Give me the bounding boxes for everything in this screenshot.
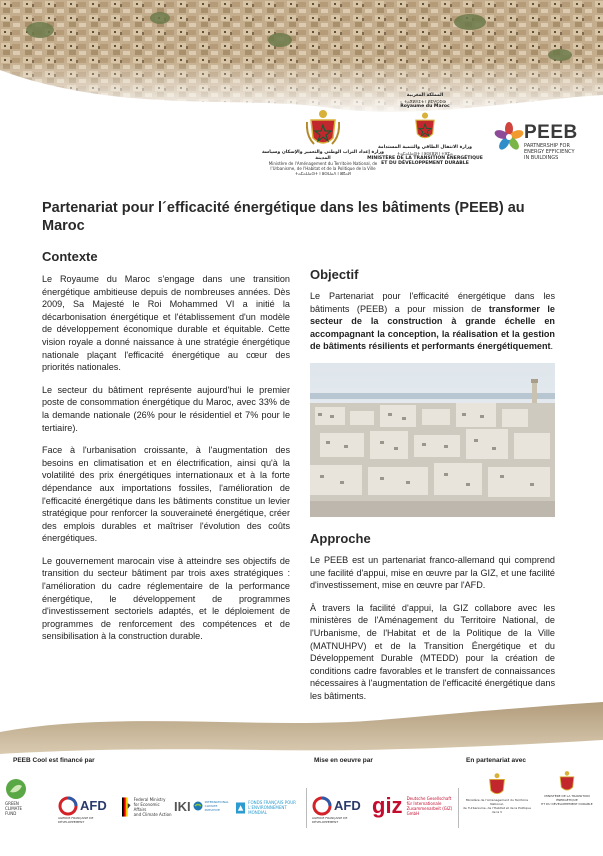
gcf-text-3: FUND [5,811,17,816]
bmwk-logo [122,797,172,817]
gcf-logo [5,778,35,816]
logo1-amazigh: ⵜⴰⵎⴰⵡⴰⵙⵜ ⵏ ⵓⵙⵡⴰⴷ ⵏ ⵓⴽⴰⵍ [295,171,351,177]
afd-name: AFD [334,798,361,813]
afd-logo-implementation [312,796,368,824]
ffem-text-1: FONDS FRANÇAIS POUR [248,800,296,805]
partner2-text-1: MINISTÈRE DE LA TRANSITION ÉNERGÉTIQUE [544,794,590,802]
bmwk-text-2: for Economic Affairs [133,802,160,812]
logo-ministere-transition [360,93,490,167]
footer-separator-2 [458,788,459,828]
approche-heading: Approche [310,530,371,546]
objectif-text-a: Le Partenariat pour l'efficacité énergétique dans les bâtiments (PEEB) a pour mission de [310,291,555,314]
gcf-text-2: CLIMATE [5,806,23,811]
iki-logo [174,800,234,812]
ministry-amazigh: ⵜⴰⵎⴰⵡⴰⵙⵜ ⵏ ⵓⵙⵏⴼⵍ ⵏ ⵜⵣⵎⴰ [397,150,453,156]
giz-logo [372,795,456,817]
ffem-text-2: L'ENVIRONNEMENT MONDIAL [248,805,287,815]
bmwk-text-3: and Climate Action [133,812,172,817]
peeb-sub-3: IN BUILDINGS [524,155,559,161]
logo1-french: Ministère de l'Aménagement du Territoire National, de l'Urbanisme, de l'Habitat et de la Politique de la Ville [268,161,378,172]
morocco-coat-of-arms-icon [411,111,439,143]
partner2-text-2: ET DU DÉVELOPPEMENT DURABLE [541,802,593,806]
afd-ring-icon [58,796,78,816]
peeb-name: PEEB [524,122,578,143]
iki-tagline: INTERNATIONAL CLIMATE INITIATIVE [204,800,229,812]
afd-ring-icon [312,796,332,816]
footer-partner-label: En partenariat avec [466,757,526,764]
kingdom-amazigh: ⵜⴰⴳⵍⴷⵉⵜ ⵏ ⵍⵎⵖⵔⵉⴱ [404,98,446,104]
afd-tagline: AGENCE FRANÇAISE DE DÉVELOPPEMENT [58,816,94,824]
german-eagle-icon [122,797,131,817]
partner1-text-2: de l'Urbanisme, de l'Habitat et de la Politique de la V [462,806,531,814]
peeb-logo [494,122,599,162]
kingdom-french: Royaume du Maroc [400,103,450,109]
kingdom-arabic: المملكة المغربية [406,93,444,98]
footer-implemented-label: Mise en oeuvre par [314,757,373,764]
afd-logo-funding [58,796,118,824]
giz-text-2: für Internationale [406,801,442,806]
approche-paragraph-1: Le PEEB est un partenariat franco-allemand qui comprend une facilité d'appui, mise en œuvre par la GIZ, et une facilité d'investissement, mise en œuvre par l'AFD. [310,554,555,591]
morocco-coat-of-arms-icon [486,772,508,798]
peeb-sub-2: ENERGY EFFICIENCY [524,149,575,155]
objectif-paragraph [310,290,555,353]
contexte-paragraph-1: Le Royaume du Maroc s'engage dans une transition énergétique ambitieuse depuis de nombreuses années. Dès 2009, Sa Majesté le Roi Mohammed VI a initié la décarbonisation énergétique et l'établissement d'un modèle de développement économique durable et équitable. Cette vision royale a donné naissance à une stratégie énergétique nationale plaçant l'efficacité énergétique au cœur des priorités nationales. [42,274,290,373]
giz-text-1: Deutsche Gesellschaft [406,796,452,801]
giz-text-3: Zusammenarbeit (GIZ) GmbH [406,806,453,816]
iki-globe-icon [193,801,203,811]
morocco-coat-of-arms-icon [557,770,577,794]
footer-city-wave [0,700,603,756]
partner1-text-1: Ministère de l'Aménagement du Territoire National, [465,798,529,806]
approche-paragraph-2: À travers la facilité d'appui, la GIZ collabore avec les ministères de l'Aménagement du Territoire National, de l'Urbanisme, de l'Habitat et de la Politique de la Ville (MATNUHPV) et de la Transition Énergétique et du Développement Durable (MTEDD) pour la création de conditions cadre favorables et le transfert de connaissances nécessaires à l'augmentation de l'efficacité énergétique dans les bâtiments. [310,602,555,701]
page-title: Partenariat pour l´efficacité énergétique dans les bâtiments (PEEB) au Maroc [42,200,525,234]
logo1-arabic: وزارة إعداد التراب الوطني والتعمير والإسكان وسياسة المدينة [262,150,384,161]
partner-logo-amenagement [462,772,532,814]
contexte-paragraph-4: Le gouvernement marocain vise à atteindre ses objectifs de transition du secteur bâtiment par trois axes stratégiques : l'amélioration du cadre réglementaire de la performance énergétique, le développement de programmes d'investissement sectoriels adaptés, et le déploiement de programmes de renforcement des compétences et de sensibilisation à la construction durable. [42,555,290,642]
objectif-text-bold: transformer le secteur de la construction à grande échelle en accompagnant la conception, la réalisation et la gestion de bâtiments résilients et performants énergétiquement [310,303,555,352]
peeb-flower-icon [494,122,524,152]
ffem-icon [236,802,245,814]
bmwk-text-1: Federal Ministry [133,797,166,802]
contexte-heading: Contexte [42,249,98,264]
contexte-paragraph-3: Face à l'urbanisation croissante, à l'augmentation des besoins en climatisation et en électrification, ainsi qu'à la volatilité des prix énergétiques internationaux et à la forte dépendance aux importations fossiles, l'amélioration de l'efficacité énergétique dans les bâtiments constitue un levier stratégique pour renforcer la souveraineté énergétique, créer des emplois durables et maîtriser l'évolution des coûts énergétiques. [42,445,290,544]
objectif-heading: Objectif [310,267,359,282]
casablanca-city-photo [310,363,555,517]
footer-separator-1 [306,788,307,828]
morocco-coat-of-arms-icon [306,108,340,150]
partner-logo-transition [534,770,600,806]
gcf-text-1: GREEN [5,801,19,806]
afd-tagline: AGENCE FRANÇAISE DE DÉVELOPPEMENT [312,816,348,824]
contexte-paragraph-2: Le secteur du bâtiment représente aujourd'hui le premier poste de consommation énergétique du Maroc, avec 33% de la demande nationale (26% pour le résidentiel et 7% pour le tertiaire). [42,384,290,433]
section-right-column [310,267,555,713]
afd-name: AFD [80,798,107,813]
section-contexte [42,249,290,653]
giz-name: giz [372,793,403,818]
footer-funded-label: PEEB Cool est financé par [13,757,95,764]
gcf-leaf-icon [5,778,27,800]
iki-name: IKI [174,798,191,814]
peeb-sub-1: PARTNERSHIP FOR [524,143,570,149]
ministry-french-1: MINISTÈRE DE LA TRANSITION ÉNERGÉTIQUE [367,155,483,161]
ministry-french-2: ET DU DÉVELOPPEMENT DURABLE [381,161,469,167]
ministry-arabic: وزارة الانتقال الطاقي والتنمية المستدامة [377,145,473,151]
objectif-text-c: . [550,341,554,352]
ffem-logo [236,800,302,815]
